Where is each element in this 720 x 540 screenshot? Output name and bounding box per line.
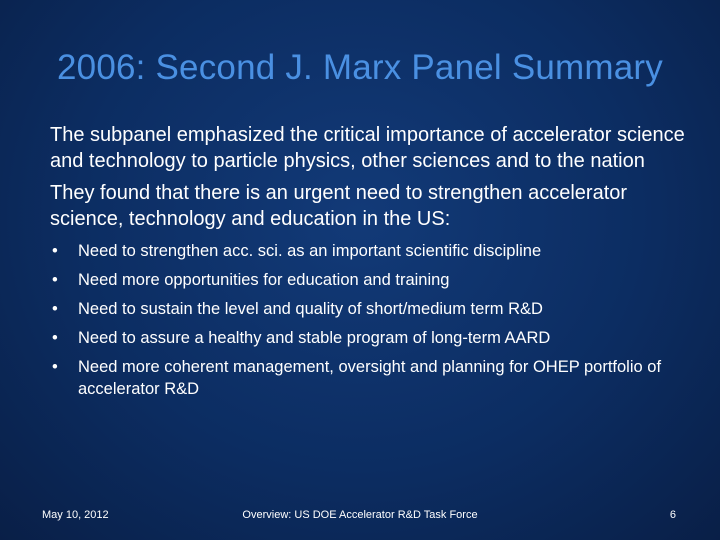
footer-title: Overview: US DOE Accelerator R&D Task Force — [242, 509, 478, 521]
bullet-dot-icon: • — [52, 271, 58, 289]
bullet-text: Need more opportunities for education and training — [78, 271, 450, 289]
bullet-dot-icon: • — [52, 300, 58, 318]
bullet-item — [50, 240, 690, 262]
bullet-text: Need to sustain the level and quality of short/medium term R&D — [78, 300, 543, 318]
bullet-item — [50, 327, 690, 349]
paragraph-1: The subpanel emphasized the critical importance of accelerator science and technology to particle physics, other sciences and to the nation — [50, 124, 685, 172]
slide-title: 2006: Second J. Marx Panel Summary — [57, 48, 663, 87]
bullet-text: Need to assure a healthy and stable program of long-term AARD — [78, 329, 551, 347]
bullet-text: Need more coherent management, oversight and planning for OHEP portfolio of accelerator R&D — [78, 358, 662, 398]
bullet-item — [50, 356, 690, 400]
bullet-dot-icon: • — [52, 358, 58, 376]
bullet-dot-icon: • — [52, 242, 58, 260]
bullet-item — [50, 298, 690, 320]
slide-body — [50, 122, 690, 407]
bullet-item — [50, 269, 690, 291]
paragraph-2: They found that there is an urgent need to strengthen accelerator science, technology and education in the US: — [50, 182, 628, 230]
bullet-text: Need to strengthen acc. sci. as an important scientific discipline — [78, 242, 542, 260]
bullet-dot-icon: • — [52, 329, 58, 347]
page-number: 6 — [669, 509, 676, 521]
bullet-list — [50, 240, 690, 400]
footer-date: May 10, 2012 — [42, 509, 109, 521]
